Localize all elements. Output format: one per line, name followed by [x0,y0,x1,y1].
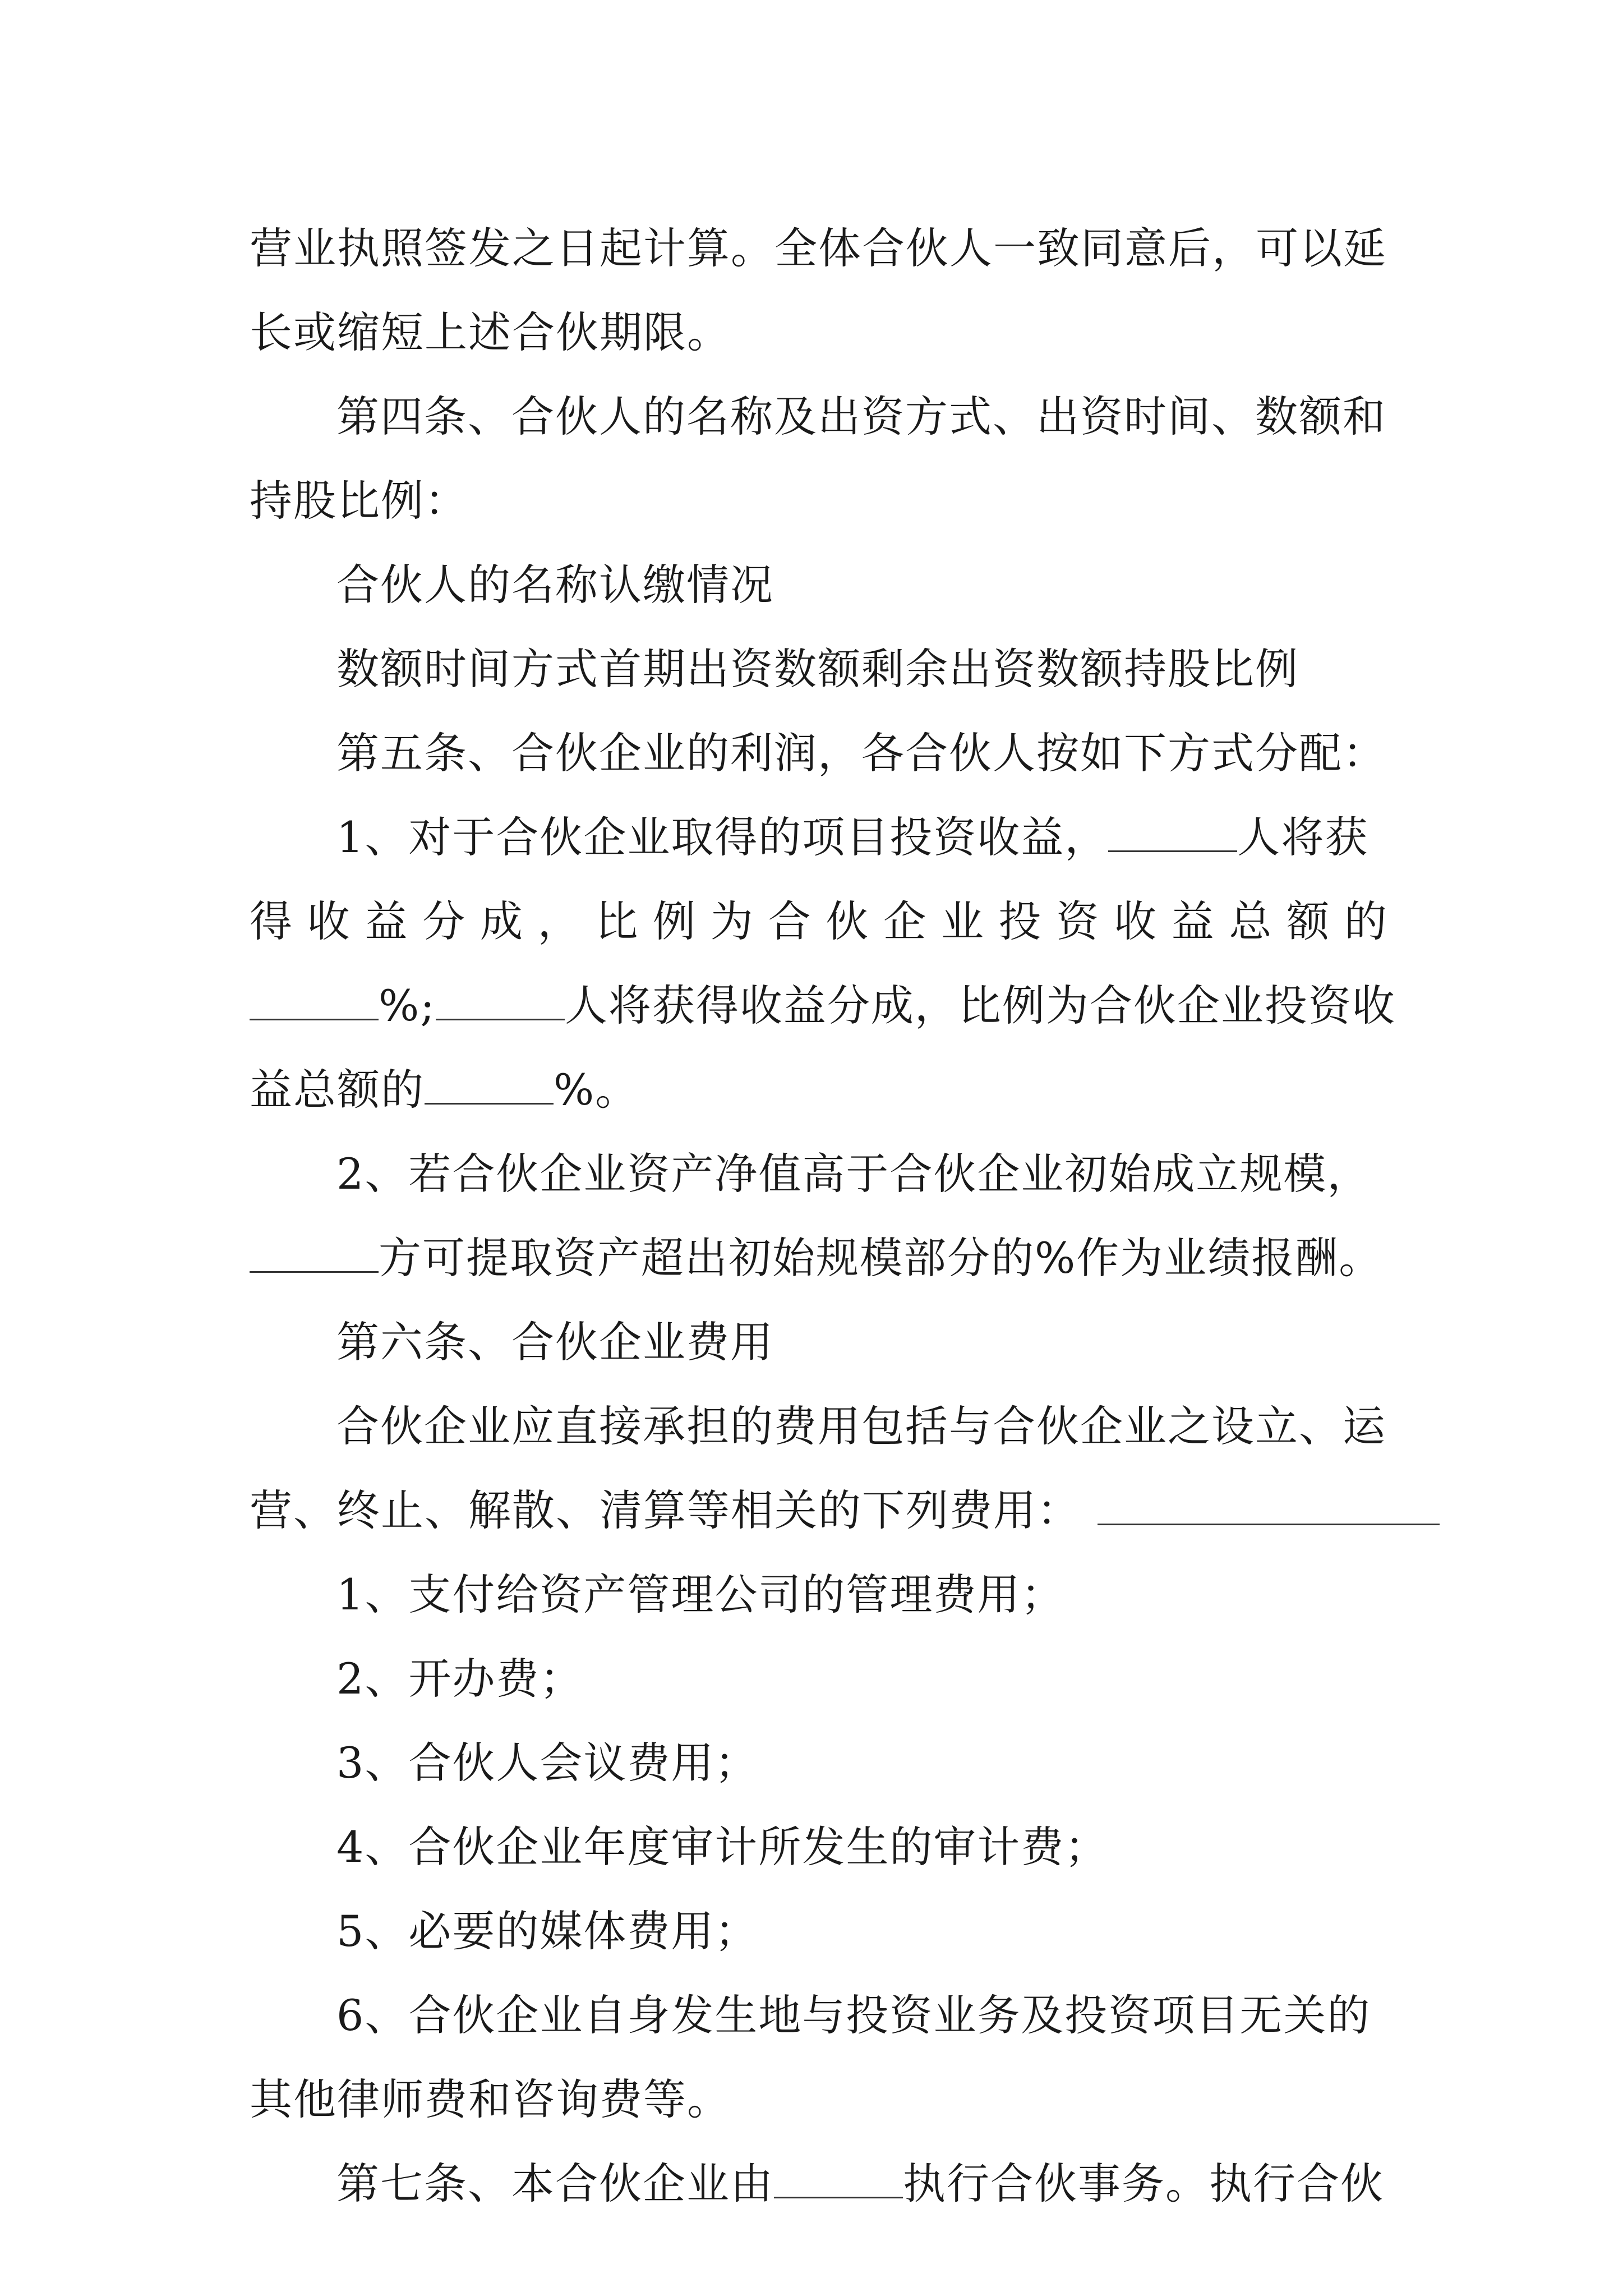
fill-blank[interactable] [250,1232,379,1273]
paragraph-line [250,964,1396,1048]
justified-char: 收 [1114,896,1158,946]
fill-blank[interactable] [1098,1484,1440,1525]
fill-blank[interactable] [425,1064,554,1105]
justified-char: 的 [1344,896,1388,946]
line-text: 营、终止、解散、清算等相关的下列费用： [250,1485,1081,1535]
article-5-heading: 第五条、合伙企业的利润，各合伙人按如下方式分配： [336,728,1386,778]
justified-char: 成 [479,896,524,946]
line-text: 执行合伙事务。执行合伙 [903,2159,1384,2208]
justified-char: 企 [883,896,928,946]
paragraph-line [250,795,1388,880]
justified-char: 得 [250,896,293,946]
paragraph-line [250,1469,1388,1553]
paragraph-line: 营业执照签发之日起计算。全体合伙人一致同意后，可以延 [250,223,1387,273]
table-header-line: 合伙人的名称认缴情况 [336,560,774,610]
paragraph-line: 持股比例： [250,476,468,526]
justified-char: 业 [940,896,985,946]
justified-char: 例 [653,896,697,946]
justified-char: 为 [710,896,754,946]
paragraph-line [250,1048,1388,1132]
line-text: 1、对于合伙企业取得的项目投资收益， [336,812,1109,862]
line-text: %。 [554,1065,639,1115]
list-item: 5、必要的媒体费用； [336,1906,759,1956]
line-text: 第七条、本合伙企业由 [336,2159,774,2208]
line-text: 方可提取资产超出初始规模部分的%作为业绩报酬。 [379,1233,1383,1283]
line-text: 人将获 [1237,812,1369,862]
justified-char: 分 [422,896,467,946]
justified-char: 收 [307,896,351,946]
list-item: 4、合伙企业年度审计所发生的审计费； [336,1822,1109,1872]
justified-char: 投 [998,896,1043,946]
line-text: 人将获得收益分成，比例为合伙企业投资收 [564,981,1396,1030]
line-text: %; [379,981,436,1030]
justified-char: 总 [1229,896,1273,946]
fill-blank[interactable] [436,979,565,1020]
article-6-heading: 第六条、合伙企业费用 [336,1317,774,1367]
article-4-heading: 第四条、合伙人的名称及出资方式、出资时间、数额和 [336,392,1386,441]
table-columns-line: 数额时间方式首期出资数额剩余出资数额持股比例 [336,644,1299,694]
fill-blank[interactable] [774,2157,903,2198]
justified-char: 益 [365,896,409,946]
justified-char: 比 [595,896,639,946]
justified-char: 合 [768,896,812,946]
list-item: 2、开办费； [336,1654,584,1704]
fill-blank[interactable] [1108,811,1237,852]
justified-char: 益 [1171,896,1215,946]
justified-char: 额 [1287,896,1331,946]
paragraph-line: 2、若合伙企业资产净值高于合伙企业初始成立规模， [336,1149,1371,1199]
list-item: 1、支付给资产管理公司的管理费用； [336,1570,1065,1619]
justified-line [250,880,1388,964]
list-item: 3、合伙人会议费用； [336,1738,759,1788]
justified-char: 伙 [826,896,870,946]
justified-char: 资 [1056,896,1100,946]
list-item: 6、合伙企业自身发生地与投资业务及投资项目无关的 [336,1990,1371,2040]
document-body [250,206,1396,2226]
paragraph-line [250,1216,1388,1300]
article-7-heading [250,2142,1388,2226]
line-text: 益总额的 [250,1065,425,1115]
justified-char: ， [537,896,582,946]
paragraph-line: 合伙企业应直接承担的费用包括与合伙企业之设立、运 [336,1401,1386,1451]
fill-blank[interactable] [250,979,379,1020]
paragraph-line: 长或缩短上述合伙期限。 [250,307,731,357]
paragraph-line: 其他律师费和咨询费等。 [250,2074,731,2124]
